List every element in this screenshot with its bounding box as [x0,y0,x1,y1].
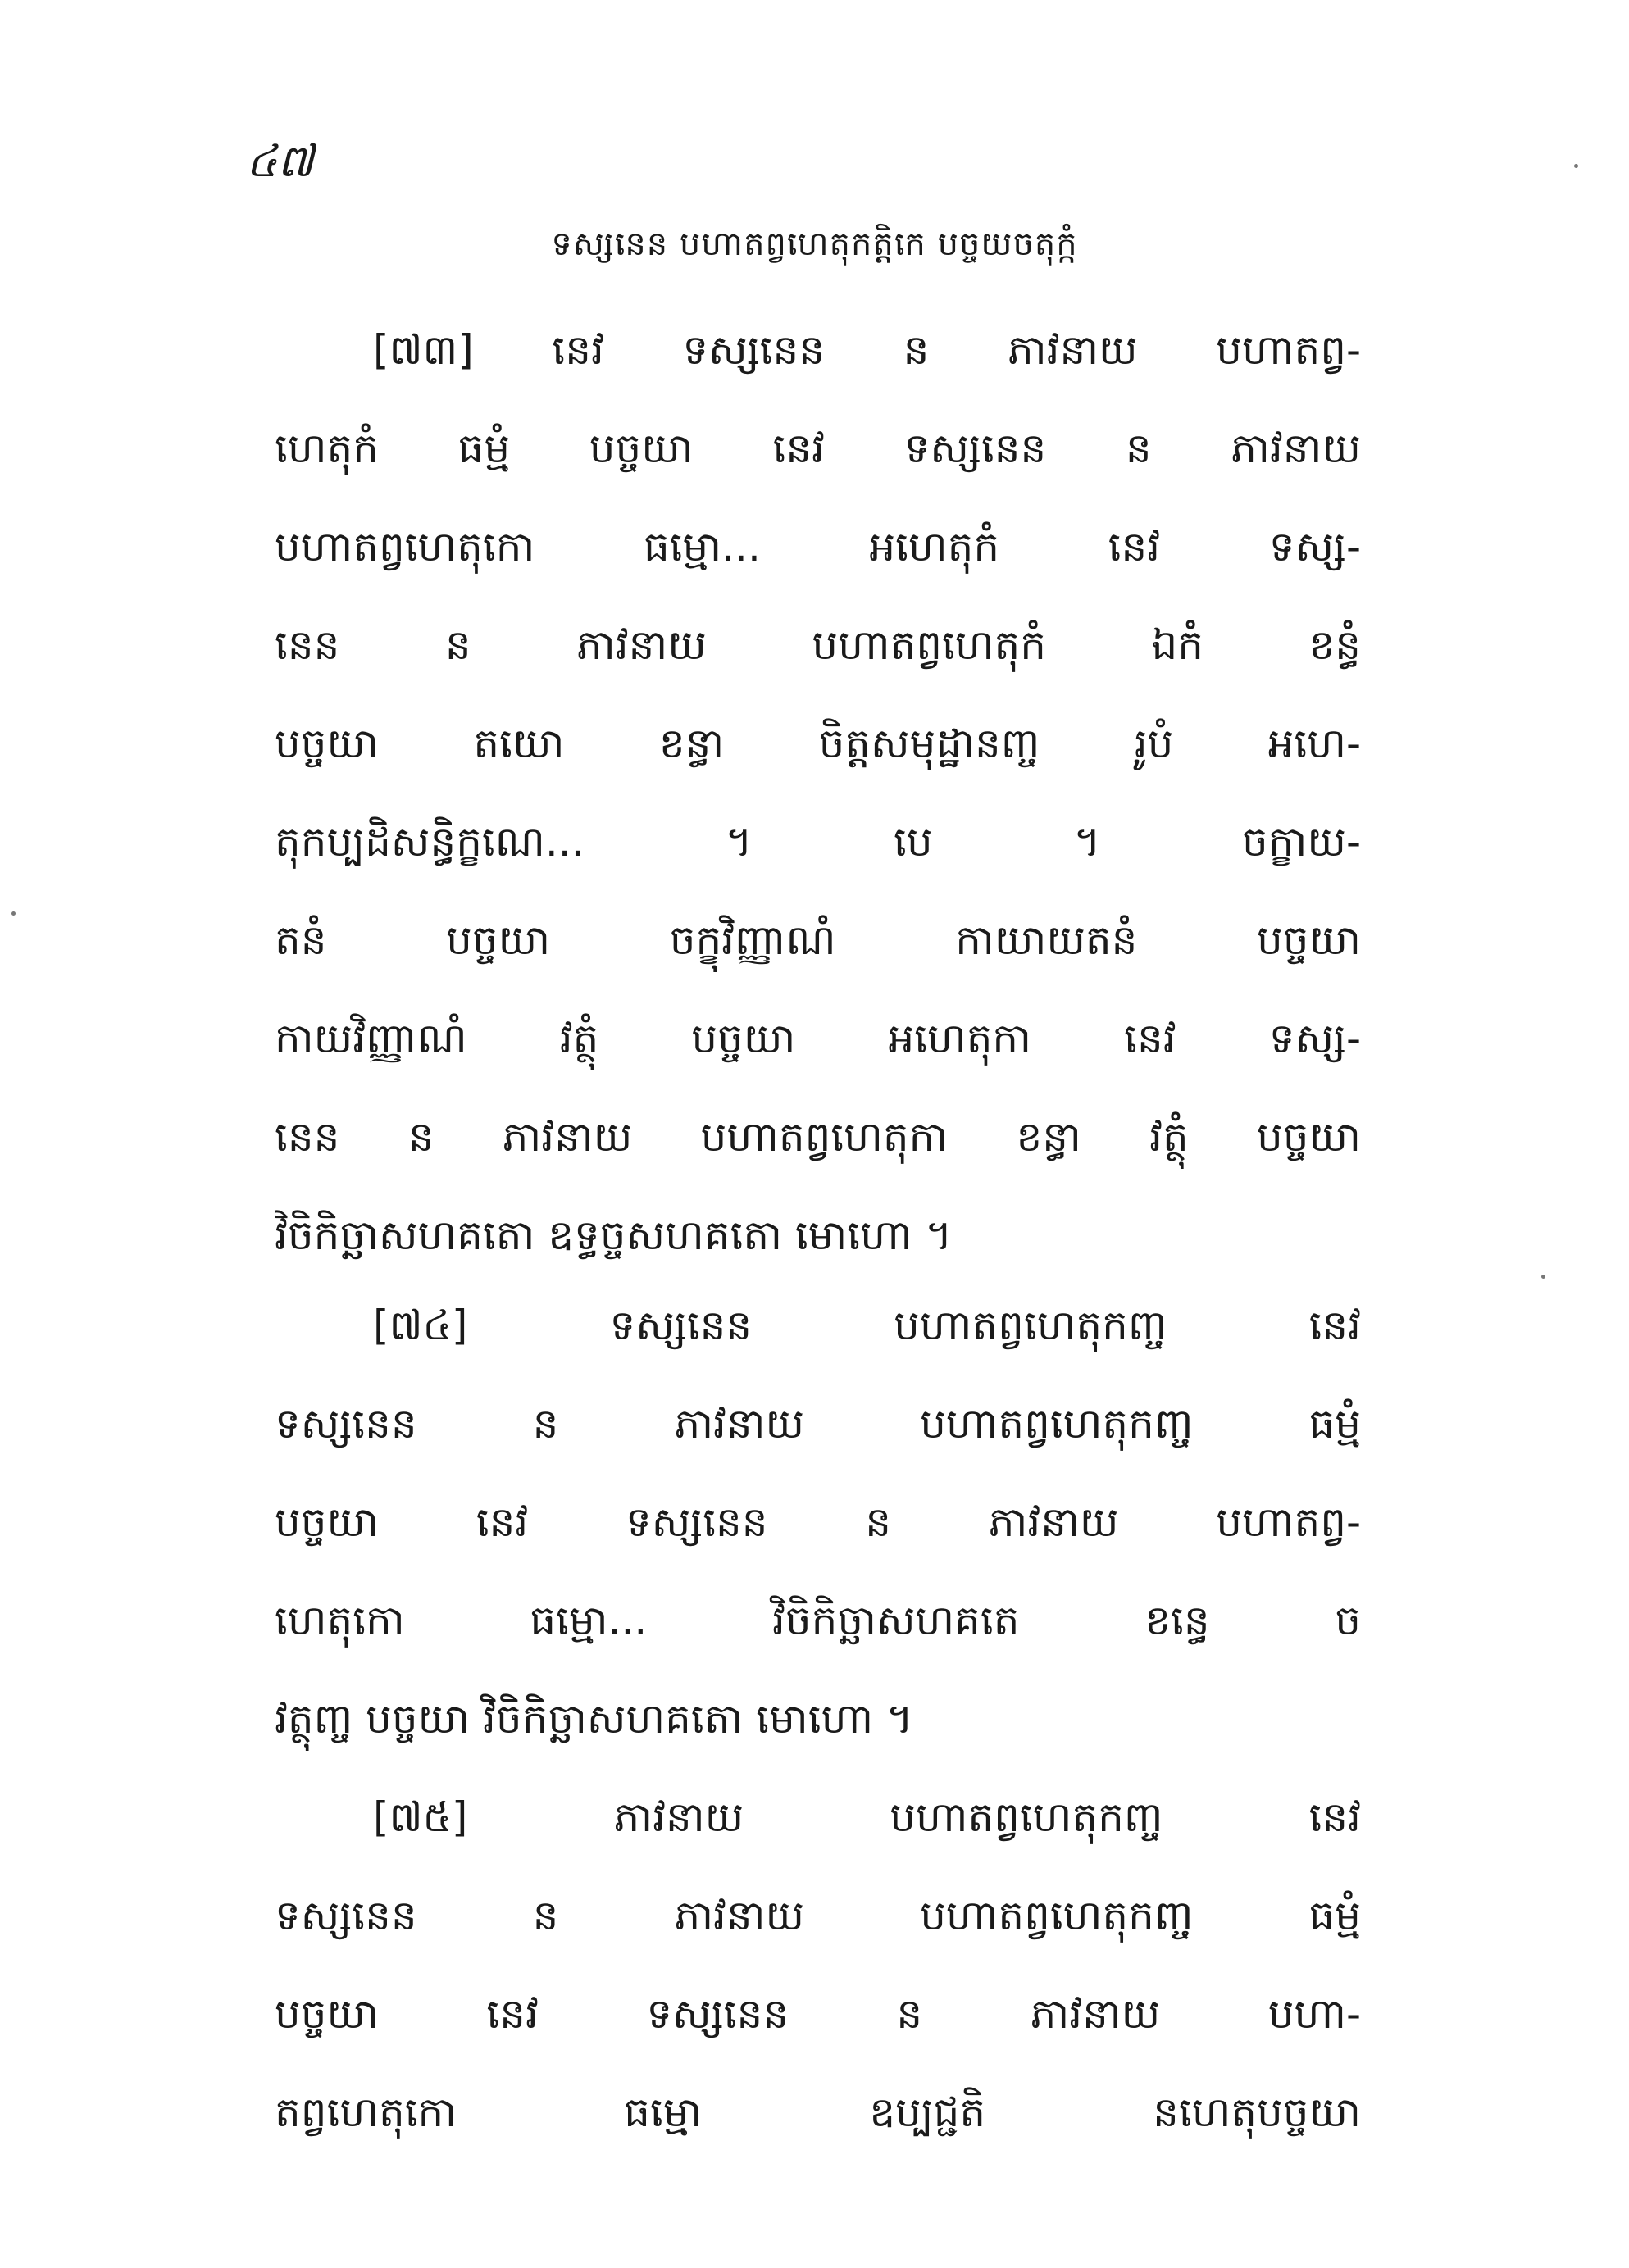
text-line-4: នេន ន ភាវនាយ បហាតព្វហេតុកំ ឯកំ ខន្ធំ [275,621,1361,669]
text-line-10: វិចិកិច្ឆាសហគតោ ឧទ្ធច្ចសហគតោ មោហោ ។ [275,1211,953,1259]
text-line-8: កាយវិញ្ញាណំ វត្ថុំ បច្ចយា អហេតុកា នេវ ទស្ស- [275,1015,1361,1062]
text-line-19: តព្វហេតុកោ ធម្មោ ឧប្បជ្ជតិ នហេតុបច្ចយា [275,2088,1361,2136]
text-line-2: ហេតុកំ ធម្មំ បច្ចយា នេវ ទស្សនេន ន ភាវនាយ [275,425,1361,472]
text-line-1: [៧៣] នេវ ទស្សនេន ន ភាវនាយ បហាតព្វ- [373,326,1361,374]
text-line-3: បហាតព្វហេតុកោ ធម្មោ... អហេតុកំ នេវ ទស្ស- [275,523,1361,570]
text-line-15: វត្ថុញ្ច បច្ចយា វិចិកិច្ឆាសហគតោ មោហោ ។ [275,1695,913,1743]
scan-speck [1574,164,1578,168]
text-line-11: [៧៤] ទស្សនេន បហាតព្វហេតុកញ្ច នេវ [373,1302,1361,1349]
text-line-5: បច្ចយា តយោ ខន្ធា ចិត្តសមុដ្ឋានញ្ច រូបំ អហេ- [275,720,1361,767]
page-number: ៤៧ [246,135,314,187]
text-line-17: ទស្សនេន ន ភាវនាយ បហាតព្វហេតុកញ្ច ធម្មំ [275,1892,1361,1939]
text-line-14: ហេតុកោ ធម្មោ... វិចិកិច្ឆាសហគតេ ខន្ធេ ច [275,1597,1361,1644]
scan-speck [11,911,16,916]
scan-speck [1541,1275,1545,1279]
running-header: ទស្សនេន បហាតព្វហេតុកត្តិកេ បច្ចយចតុក្កំ [551,225,1078,263]
body-text [275,305,1361,2190]
text-line-6: តុកប្បដិសន្ធិក្ខណេ... ។ បេ ។ ចក្ខាយ- [275,818,1361,866]
text-line-9: នេន ន ភាវនាយ បហាតព្វហេតុកា ខន្ធា វត្ថុំ បច្ចយា [275,1113,1361,1161]
text-line-12: ទស្សនេន ន ភាវនាយ បហាតព្វហេតុកញ្ច ធម្មំ [275,1400,1361,1448]
text-line-18: បច្ចយា នេវ ទស្សនេន ន ភាវនាយ បហា- [275,1990,1361,2038]
text-line-13: បច្ចយា នេវ ទស្សនេន ន ភាវនាយ បហាតព្វ- [275,1498,1361,1546]
text-line-16: [៧៥] ភាវនាយ បហាតព្វហេតុកញ្ច នេវ [373,1793,1361,1841]
text-line-7: តនំ បច្ចយា ចក្ខុវិញ្ញាណំ កាយាយតនំ បច្ចយា [275,916,1361,964]
